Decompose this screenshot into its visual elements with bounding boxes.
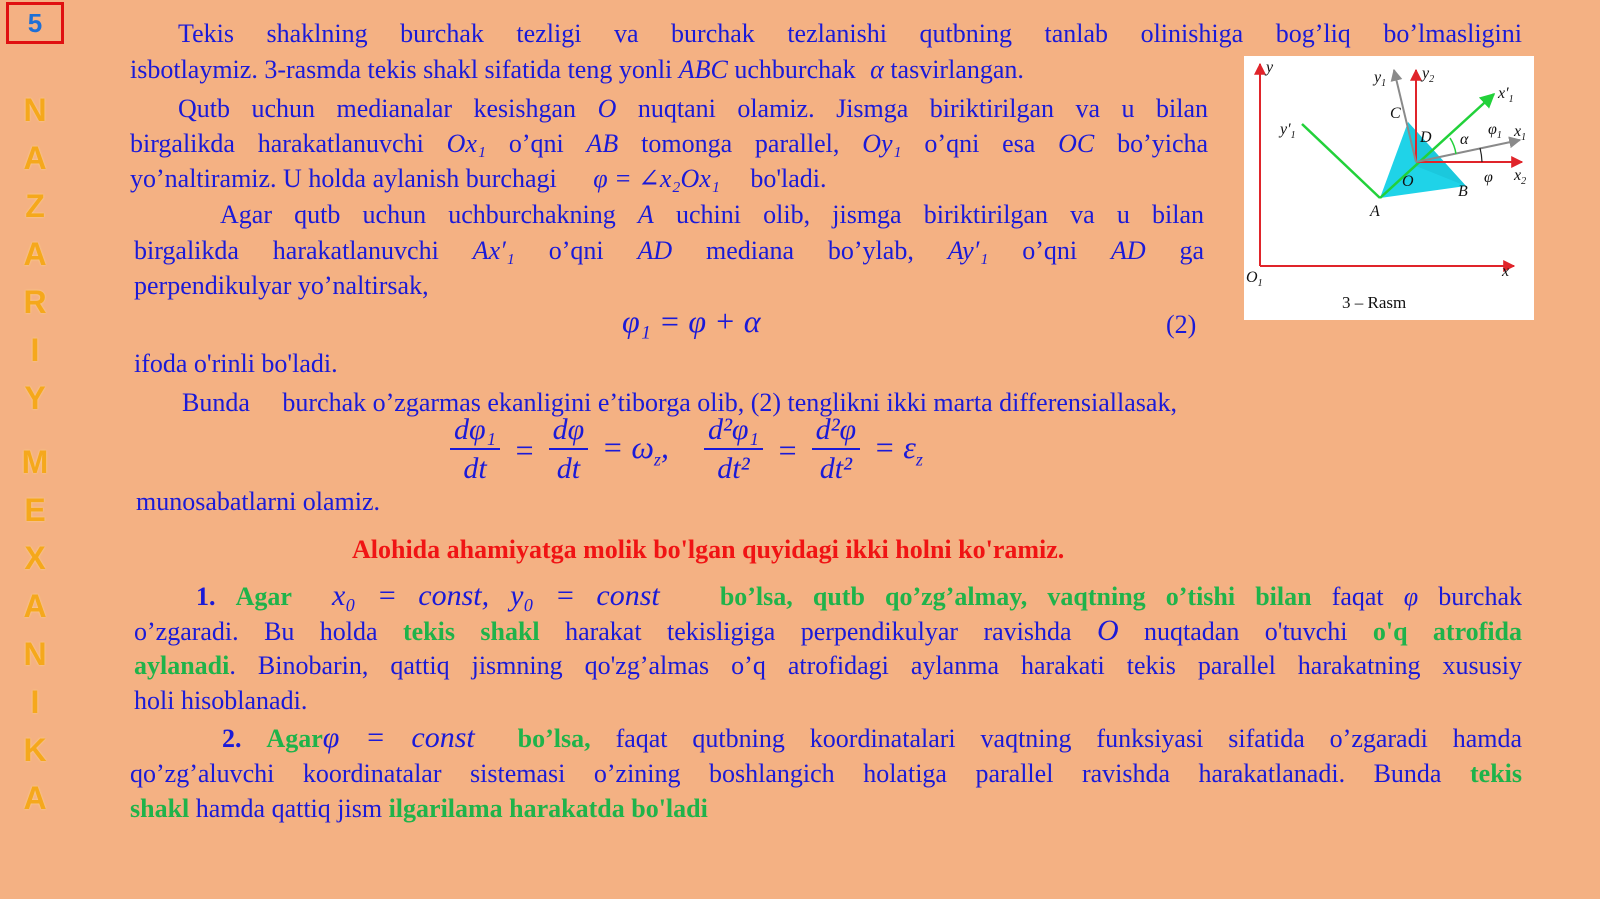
side-letter: A [23,140,47,176]
figure-3-diagram [1244,56,1534,320]
side-letter: N [23,92,47,128]
case-2-line-2: qo’zg’aluvchi koordinatalar sistemasi o’zining boshlangich holatiga parallel ravishda harakatlanadi. Bunda tekis [130,759,1523,788]
label-A: A [1370,203,1380,220]
label-y2: $y_2$ [1422,65,1435,85]
paragraph-2-line-3: yo’naltiramiz. U holda aylanish burchagi φ = ∠x₂Ox₁ bo'ladi. [130,164,827,193]
side-letter: A [23,588,47,624]
paragraph-3-line-3: perpendikulyar yo’naltirsak, [134,271,429,300]
label-y: y [1266,59,1274,76]
side-letter: X [24,540,46,576]
side-letter: M [21,444,49,480]
paragraph-2-line-2: birgalikda harakatlanuvchi Ox₁ o’qni AB tomonga parallel, Oy₁ o’qni esa OC bo’yicha [130,129,1209,158]
after-equation-text: ifoda o'rinli bo'ladi. [134,349,338,378]
figure-caption: 3 – Rasm [1342,293,1407,312]
side-letter: R [23,284,47,320]
side-letter: K [23,732,47,768]
label-x1-prime: $x'_1$ [1498,85,1514,105]
side-letter: I [30,332,40,368]
label-O1: $O_1$ [1246,269,1263,289]
side-title-vertical [14,86,56,822]
label-O: O [1402,173,1414,190]
label-y1-prime: $y'_1$ [1280,121,1296,141]
figure-3-svg [1244,56,1534,320]
label-B: B [1458,183,1468,200]
label-x: x [1502,263,1510,280]
label-C: C [1390,105,1401,122]
section-heading: Alohida ahamiyatga molik bo'lgan quyidagi ikki holni ko'ramiz. [352,535,1065,564]
label-phi: φ [1484,169,1493,186]
paragraph-2-line-1: Qutb uchun medianalar kesishgan O nuqtani olamiz. Jismga biriktirilgan va u bilan [178,94,1209,123]
side-letter: I [30,684,40,720]
label-x1: $x_1$ [1514,123,1527,143]
side-letter: Z [25,188,45,224]
label-y1: $y_1$ [1374,69,1387,89]
paragraph-1-line-2: isbotlaymiz. 3-rasmda tekis shakl sifatida teng yonli ABC uchburchak α tasvirlangan. [130,55,1024,84]
case-1-line-4: holi hisoblanadi. [134,686,308,715]
case-2-line-3: shakl hamda qattiq jism ilgarilama harakatda bo'ladi [130,794,708,823]
paragraph-5: munosabatlarni olamiz. [136,487,381,516]
paragraph-1-line-1: Tekis shaklning burchak tezligi va burchak tezlanishi qutbning tanlab olinishiga bog’liq bo’lmasligini [178,19,1522,48]
side-letter: Y [24,380,46,416]
side-letter: N [23,636,47,672]
paragraph-4: Bunda burchak o’zgarmas ekanligini e’tiborga olib, (2) tenglikni ikki marta differensiallasak, [182,388,1177,417]
paragraph-3-line-1: Agar qutb uchun uchburchakning A uchini olib, jismga biriktirilgan va u bilan [220,200,1204,229]
side-letter: A [23,236,47,272]
slide-number: 5 [6,2,64,44]
differential-equations: $\frac{\text{dφ₁}}{dt}$ = $\frac{d\varphi}{dt}$ = $\omega_z$, $\frac{\text{d²φ₁}}{\text{dt²}}$ = $\frac{\text{d²φ}}{\text{dt²}}$ = $\varepsilon_z$ [448,412,927,498]
angle-alpha-arc [1450,138,1456,154]
side-letter: E [24,492,46,528]
axis-y1-prime [1302,124,1380,198]
fraction-1: $\frac{\text{dφ₁}}{dt}$ [450,412,500,488]
fraction-2: $\frac{d\varphi}{dt}$ [549,412,589,488]
case-2-line-1: 2. Agarφ = const bo’lsa, faqat qutbning koordinatalari vaqtning funksiyasi sifatida o’zgaradi hamda [222,721,1523,754]
side-letter: A [23,780,47,816]
label-phi1: $\varphi_1$ [1488,121,1502,141]
paragraph-3-line-2: birgalikda harakatlanuvchi Ax′₁ o’qni AD mediana bo’ylab, Ay′₁ o’qni AD ga [134,236,1205,265]
fraction-3: $\frac{\text{d²φ₁}}{\text{dt²}}$ [704,412,763,488]
label-alpha: α [1460,131,1469,148]
label-x2: $x_2$ [1514,167,1527,187]
angle-phi-arc [1480,148,1482,162]
case-1-line-3: aylanadi. Binobarin, qattiq jismning qo'zg’almas o’q atrofidagi aylanma harakati tekis parallel harakatning xususiy [134,651,1522,680]
equation-2-number: (2) [1166,310,1197,339]
equation-2: φ₁ = φ + α [622,303,761,339]
label-D: D [1420,129,1432,146]
fraction-4: $\frac{\text{d²φ}}{\text{dt²}}$ [812,412,861,488]
case-1-line-1: 1. Agar x₀ = const, y₀ = const bo’lsa, qutb qo’zg’almay, vaqtning o’tishi bilan faqat φ burchak [196,579,1523,612]
case-1-line-2: o’zgaradi. Bu holda tekis shakl harakat tekisligiga perpendikulyar ravishda O nuqtadan o'tuvchi o'q atrofida [134,614,1523,647]
